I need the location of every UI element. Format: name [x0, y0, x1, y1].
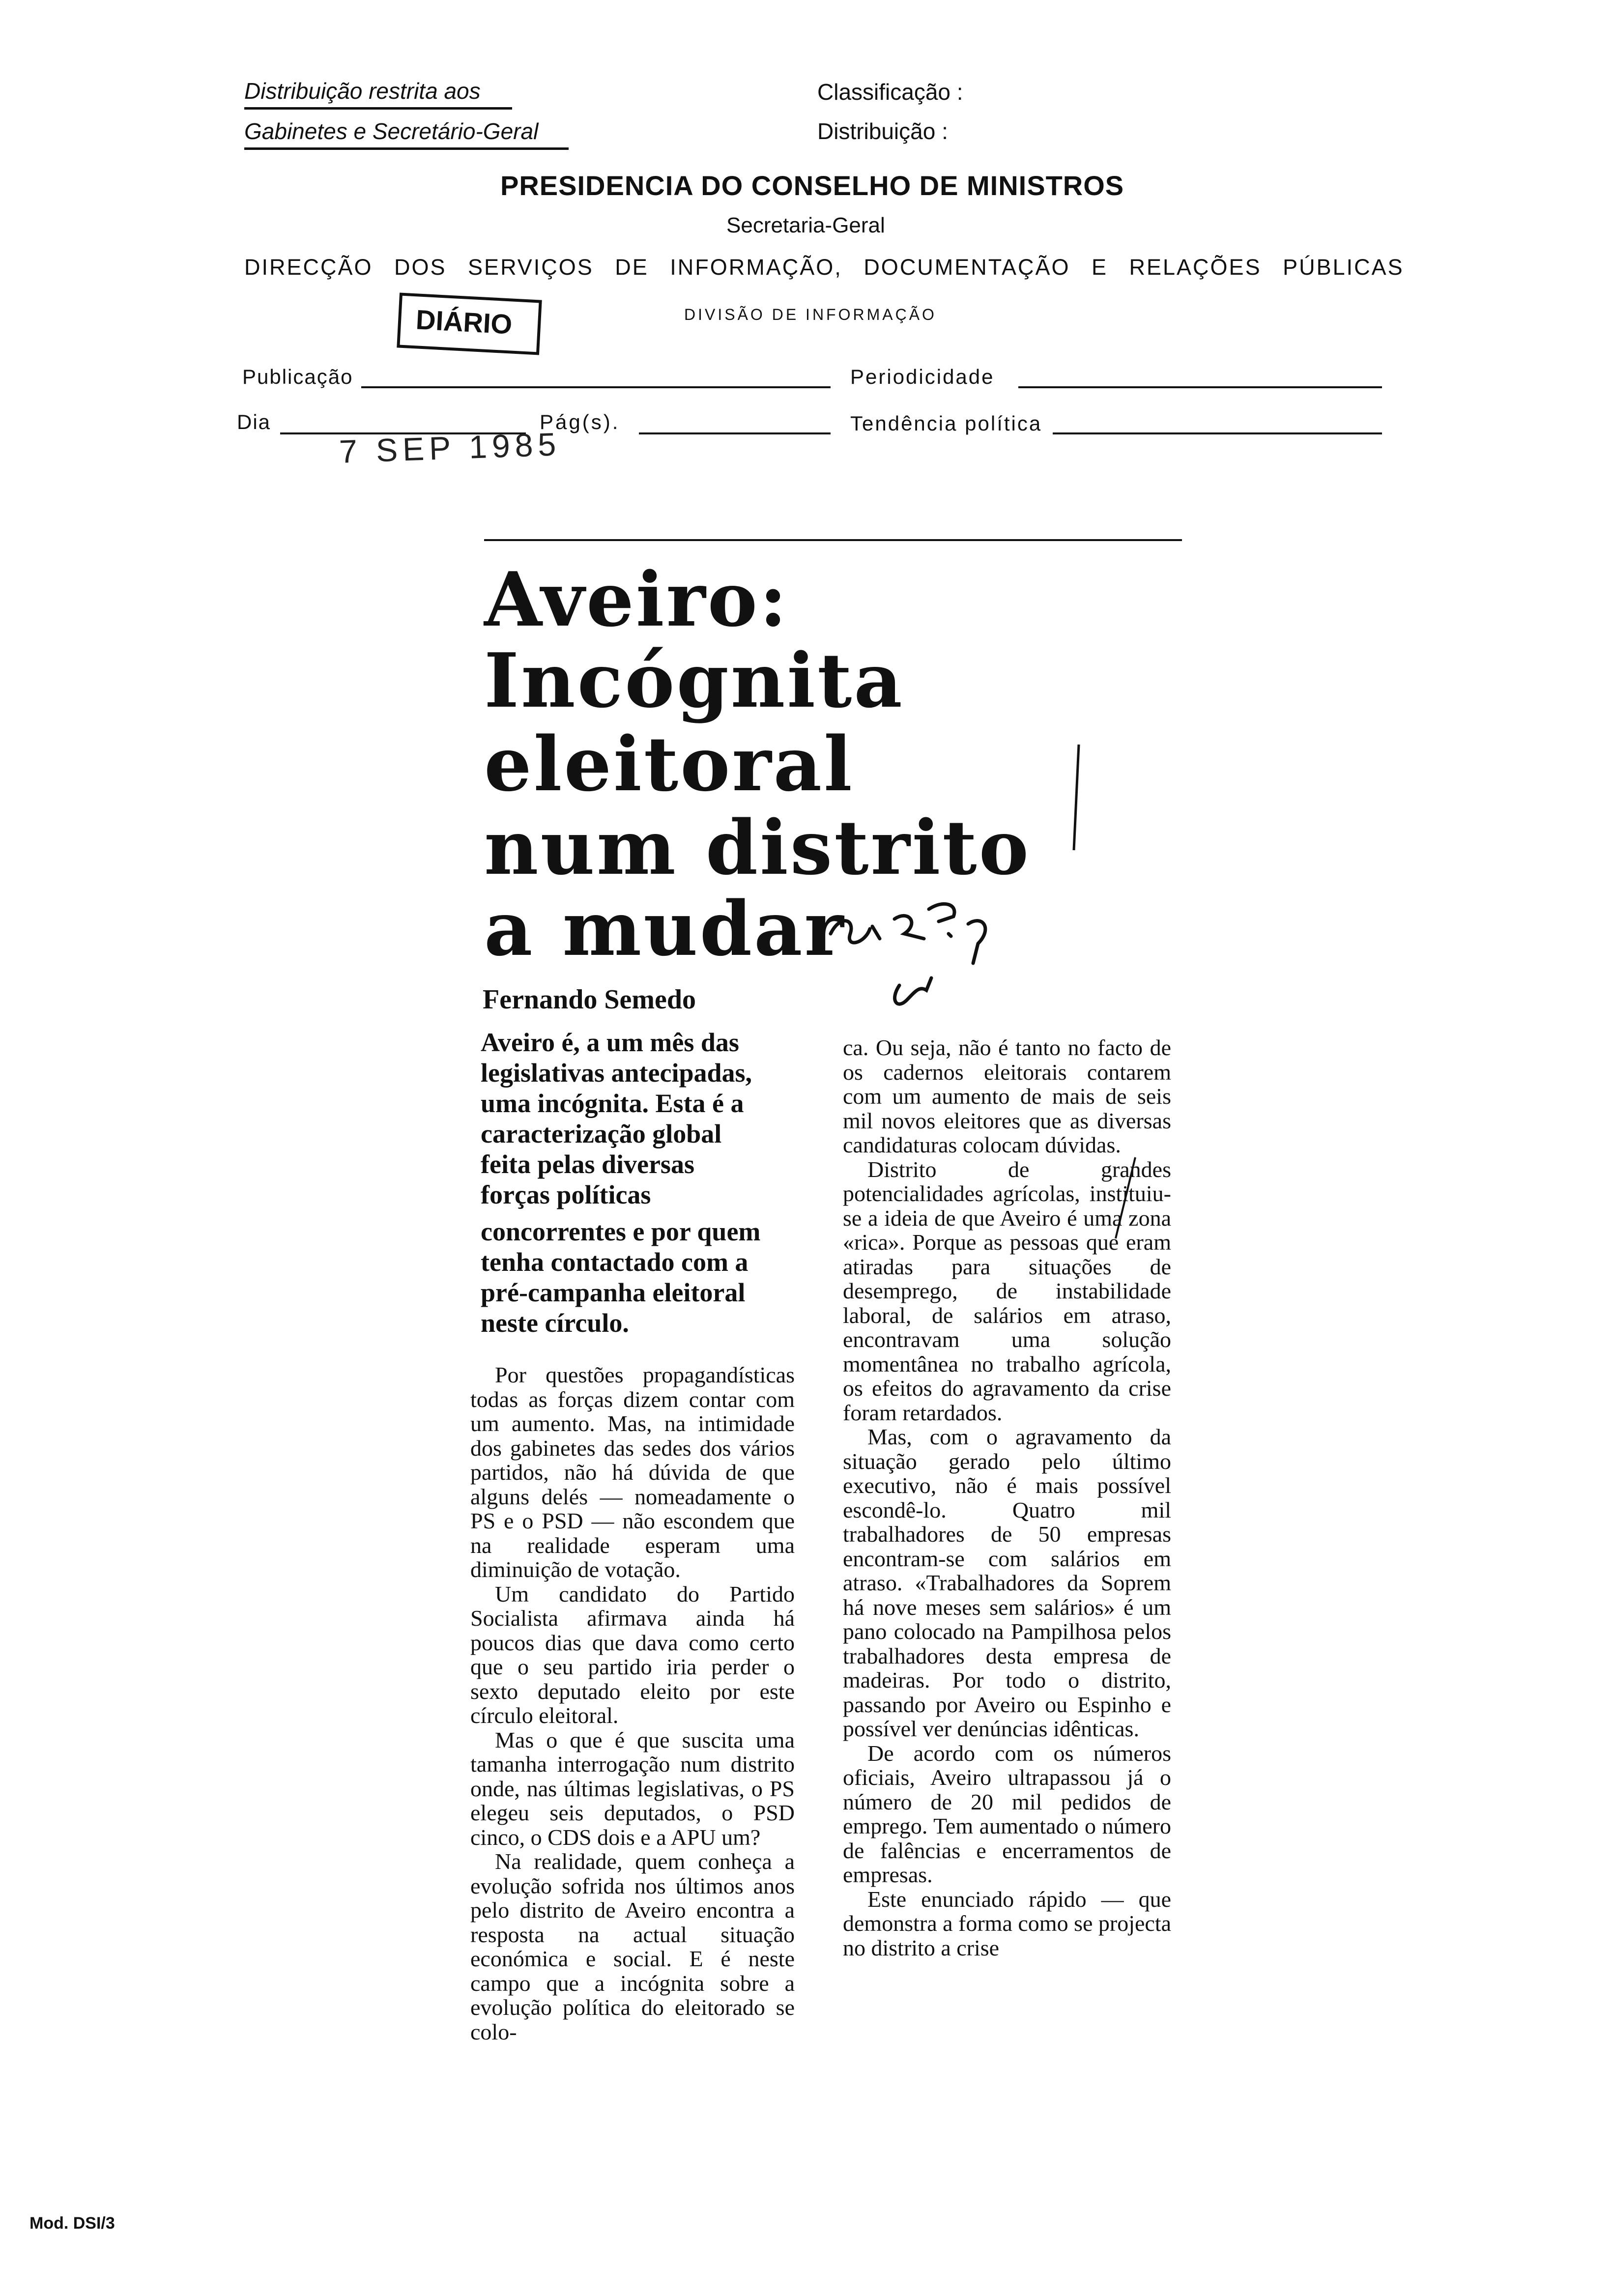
headline-line-2: Incógnita: [484, 636, 904, 724]
periodicity-label: Periodicidade: [850, 365, 995, 388]
lead-line-10: neste círculo.: [481, 1308, 629, 1338]
classification-label: Classificação :: [817, 79, 963, 105]
publication-label: Publicação: [242, 365, 353, 388]
political-tendency-fill-line: [1053, 432, 1382, 434]
division-label: DIVISÃO DE INFORMAÇÃO: [684, 306, 937, 323]
headline-line-1: Aveiro:: [484, 555, 789, 643]
col1-paragraph: Por questões propagandísticas todas as forças dizem contar com um aumento. Mas, na intimidade dos gabinetes das sedes dos vários partidos, não há dúvida de que alguns delés — nomeadamente o PS e o PSD — não escondem que na realidade esperam uma diminuição de votação.: [470, 1362, 795, 1582]
lead-line-9: pré-campanha eleitoral: [481, 1278, 746, 1307]
column-pen-stroke: [1111, 1155, 1140, 1243]
publication-fill-line: [361, 386, 831, 388]
margin-pen-stroke: [1066, 742, 1086, 855]
col2-paragraph: Mas, com o agravamento da situação gerado pelo último executivo, não é mais possível escondê-lo. Quatro mil trabalhadores de 50 empresas encontram-se com salários em atraso. «Trabalhadores da Soprem há nove meses sem salários» é um pano colocado na Pampilhosa pelos trabalhadores desta empresa de madeiras. Por todo o distrito, passando por Aveiro ou Espinho e possível ver denúncias idênticas.: [843, 1424, 1171, 1741]
date-stamp: 7 SEP 1985: [338, 426, 562, 470]
col2-continuation: ca. Ou seja, não é tanto no facto de os cadernos eleitorais contarem com um aumento de mais de seis mil novos eleitores que as diversas candidaturas colocam dúvidas.: [843, 1035, 1171, 1157]
headline-line-3: eleitoral: [484, 720, 854, 808]
lead-line-8: tenha contactado com a: [481, 1247, 748, 1277]
pages-label: Pág(s).: [540, 410, 620, 433]
lead-line-1: Aveiro é, a um mês das: [481, 1028, 739, 1057]
lead-line-5: feita pelas diversas: [481, 1149, 694, 1179]
lead-line-4: caracterização global: [481, 1119, 722, 1148]
directorate: DIRECÇÃO DOS SERVIÇOS DE INFORMAÇÃO, DOCUMENTAÇÃO E RELAÇÕES PÚBLICAS: [244, 255, 1404, 280]
lead-line-2: legislativas antecipadas,: [481, 1058, 752, 1088]
ministry-title: PRESIDENCIA DO CONSELHO DE MINISTROS: [500, 170, 1124, 201]
lead-line-7: concorrentes e por quem: [481, 1217, 761, 1246]
restricted-distribution-line1: Distribuição restrita aos: [244, 78, 512, 110]
author-byline: Fernando Semedo: [483, 984, 696, 1015]
pages-fill-line: [639, 432, 831, 434]
distribution-label: Distribuição :: [817, 118, 948, 144]
col1-paragraph: Na realidade, quem conheça a evolução sofrida nos últimos anos pelo distrito de Aveiro encontra a resposta na actual situação económica e social. E é neste campo que a incógnita sobre a evolução política do eleitorado se colo-: [470, 1849, 795, 2044]
col2-paragraph: Distrito de grandes potencialidades agrícolas, instituiu-se a ideia de que Aveiro é uma zona «rica». Porque as pessoas que eram atiradas para situações de desemprego, de instabilidade laboral, de salários em atraso, encontravam uma solução momentânea no trabalho agrícola, os efeitos do agravamento da crise foram retardados.: [843, 1156, 1171, 1425]
diario-stamp: [397, 292, 542, 355]
diario-stamp-text: DIÁRIO: [415, 304, 513, 340]
headline-line-5: a mudar: [484, 885, 846, 973]
restricted-distribution-line2: Gabinetes e Secretário-Geral: [244, 118, 569, 150]
day-label: Dia: [237, 410, 271, 433]
headline-line-4: num distrito: [484, 804, 1031, 891]
col1-paragraph: Um candidato do Partido Socialista afirmava ainda há poucos dias que dava como certo que o seu partido iria perder o sexto deputado eleito por este círculo eleitoral.: [470, 1581, 795, 1728]
lead-line-3: uma incógnita. Esta é a: [481, 1089, 744, 1118]
col2-paragraph: De acordo com os números oficiais, Aveiro ultrapassou já o número de 20 mil pedidos de emprego. Tem aumentado o número de falências e encerramentos de empresas.: [843, 1740, 1171, 1887]
article-column-1: [470, 1363, 795, 2044]
lead-line-6: forças políticas: [481, 1180, 651, 1209]
col2-paragraph: Este enunciado rápido — que demonstra a forma como se projecta no distrito a crise: [843, 1886, 1172, 1960]
col1-paragraph: Mas o que é que suscita uma tamanha interrogação num distrito onde, nas últimas legislativas, o PS elegeu seis deputados, o PSD cinco, o CDS dois e a APU um?: [470, 1727, 795, 1850]
political-tendency-label: Tendência política: [850, 412, 1042, 435]
periodicity-fill-line: [1018, 386, 1382, 388]
secretariat: Secretaria-Geral: [726, 213, 885, 237]
article-top-rule: [484, 539, 1182, 541]
handwritten-annotation: [826, 880, 1032, 1042]
form-code: Mod. DSI/3: [29, 2214, 115, 2233]
